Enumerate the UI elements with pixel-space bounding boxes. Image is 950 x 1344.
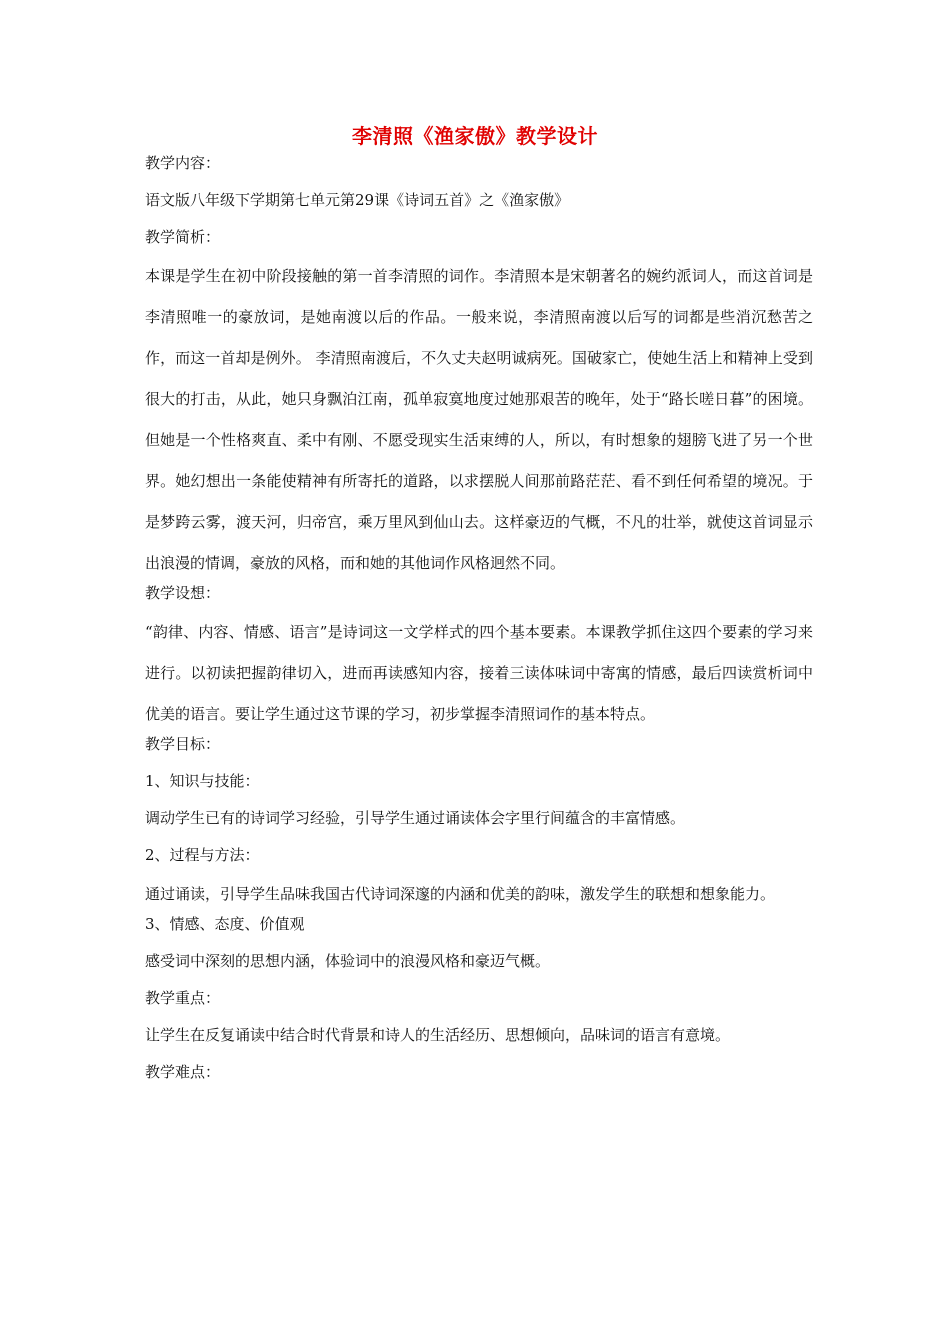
document-title: 李清照《渔家傲》教学设计	[352, 124, 598, 148]
objective-2-text: 通过诵读，引导学生品味我国古代诗词深邃的内涵和优美的韵味，激发学生的联想和想象能力。	[145, 885, 776, 903]
analysis-paragraph: 本课是学生在初中阶段接触的第一首李清照的词作。李清照本是宋朝著名的婉约派词人，而这首词是李清照唯一的豪放词，是她南渡以后的作品。一般来说，李清照南渡以后写的词都是些消沉愁苦之作，而这一首却是例外。 李清照南渡后，不久丈夫赵明诚病死。国破家亡，使她生活上和精神上受到很大的打击，从此，她只身飘泊江南，孤单寂寞地度过她那艰苦的晚年，处于“路长嗟日暮”的困境。但她是一个性格爽直、柔中有刚、不愿受现实生活束缚的人，所以，有时想象的翅膀飞进了另一个世界。她幻想出一条能使精神有所寄托的道路，以求摆脱人间那前路茫茫、看不到任何希望的境况。于是梦跨云雾，渡天河，归帝宫，乘万里风到仙山去。这样豪迈的气概，不凡的壮举，就使这首词显示出浪漫的情调，豪放的风格，而和她的其他词作风格迥然不同。	[145, 267, 813, 572]
concept-paragraph: “韵律、内容、情感、语言”是诗词这一文学样式的四个基本要素。本课教学抓住这四个要素的学习来进行。以初读把握韵律切入，进而再读感知内容，接着三读体味词中寄寓的情感，最后四读赏析词中优美的语言。要让学生通过这节课的学习，初步掌握李清照词作的基本特点。	[145, 623, 813, 723]
heading-analysis: 教学简析：	[145, 228, 221, 246]
objective-2-heading: 2、过程与方法：	[145, 846, 260, 864]
heading-objectives: 教学目标：	[145, 735, 221, 753]
content-text: 语文版八年级下学期第七单元第29课《诗词五首》之《渔家傲》	[145, 191, 570, 209]
heading-difficulties: 教学难点：	[145, 1063, 221, 1081]
objective-3-heading: 3、情感、态度、价值观	[145, 915, 305, 933]
heading-key-points: 教学重点：	[145, 989, 221, 1007]
document-body	[145, 150, 813, 1096]
objective-1-heading: 1、知识与技能：	[145, 772, 260, 790]
objective-1-text: 调动学生已有的诗词学习经验，引导学生通过诵读体会字里行间蕴含的丰富情感。	[145, 809, 686, 827]
heading-content: 教学内容：	[145, 154, 221, 172]
heading-concept: 教学设想：	[145, 584, 221, 602]
key-points-text: 让学生在反复诵读中结合时代背景和诗人的生活经历、思想倾向，品味词的语言有意境。	[145, 1026, 731, 1044]
objective-3-text: 感受词中深刻的思想内涵，体验词中的浪漫风格和豪迈气概。	[145, 952, 551, 970]
